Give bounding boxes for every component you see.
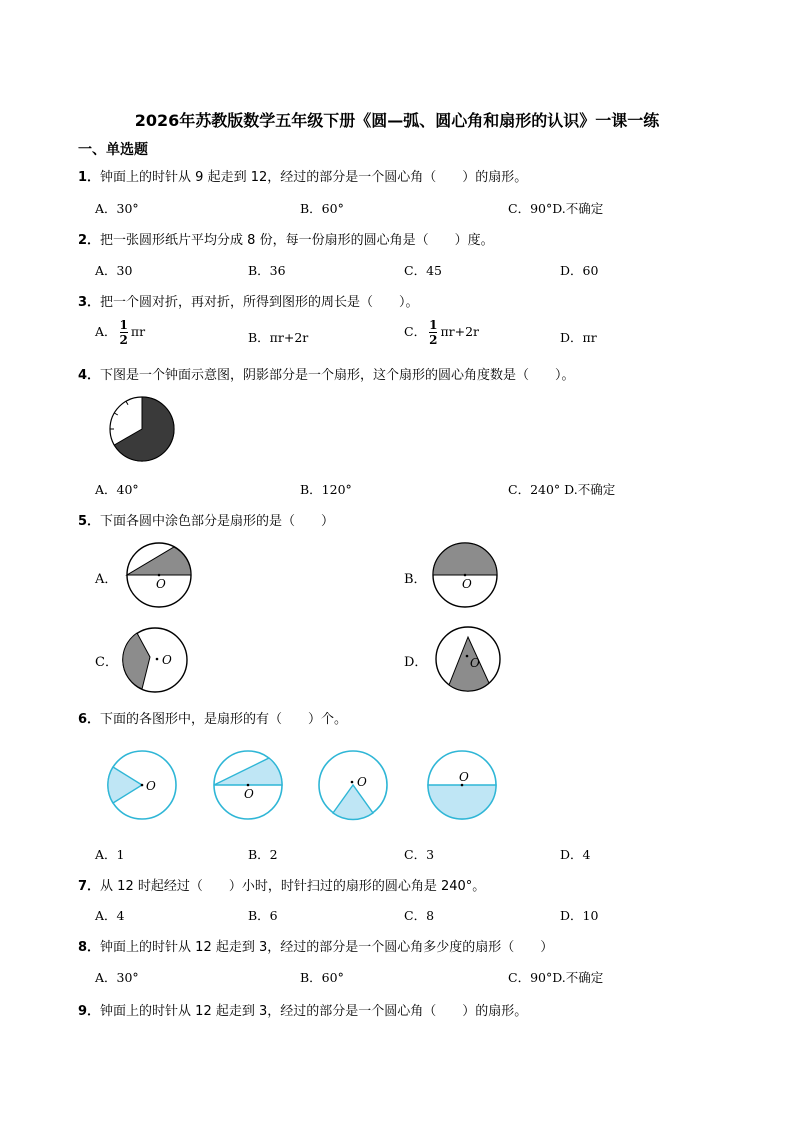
option-b[interactable]: B．πr+2r	[248, 330, 309, 345]
option-c[interactable]: C．8	[404, 908, 435, 923]
option-c[interactable]	[404, 319, 479, 346]
question-4	[78, 364, 575, 383]
center-label: O	[156, 577, 166, 591]
option-a[interactable]: A．1	[95, 847, 125, 862]
option-b[interactable]: B．6	[248, 908, 278, 923]
question-text: 把一个圆对折，再对折，所得到图形的周长是（ ）。	[100, 295, 419, 310]
option-d[interactable]: D．	[404, 655, 428, 670]
option-b[interactable]: B．	[404, 572, 427, 587]
fraction-denominator: 2	[429, 333, 438, 347]
center-label: O	[470, 656, 480, 670]
option-c[interactable]: C．3	[404, 847, 435, 862]
option-c[interactable]: C．90°D.不确定	[508, 201, 604, 216]
section-heading: 一、单选题	[78, 142, 148, 158]
blue-circle-figure-4	[425, 748, 499, 822]
question-text: 下面各圆中涂色部分是扇形的是（ ）	[100, 514, 335, 529]
fraction-denominator: 2	[119, 333, 128, 347]
option-c[interactable]: C．	[95, 655, 118, 670]
question-9	[78, 1000, 527, 1019]
question-number: 4．	[78, 368, 101, 383]
fraction	[429, 319, 437, 346]
option-prefix: A．	[95, 324, 117, 339]
center-label: O	[357, 775, 367, 789]
option-b[interactable]: B．60°	[300, 201, 344, 216]
option-c[interactable]: C．240° D.不确定	[508, 482, 616, 497]
circle-figure-d	[433, 623, 503, 695]
option-d[interactable]: D．πr	[560, 330, 597, 345]
question-8	[78, 936, 553, 955]
question-number: 5．	[78, 514, 101, 529]
option-d[interactable]: D．10	[560, 908, 599, 923]
center-label: O	[244, 787, 254, 801]
center-label: O	[462, 577, 472, 591]
fraction-numerator: 1	[119, 318, 128, 332]
question-text: 下面的各图形中，是扇形的有（ ）个。	[100, 712, 348, 727]
question-1	[78, 166, 527, 185]
fraction-numerator: 1	[429, 318, 438, 332]
option-a[interactable]: A．4	[95, 908, 125, 923]
option-b[interactable]: B．2	[248, 847, 278, 862]
question-text: 钟面上的时针从 12 起走到 3，经过的部分是一个圆心角（ ）的扇形。	[100, 1004, 528, 1019]
question-7	[78, 875, 485, 894]
question-5	[78, 510, 334, 529]
option-a[interactable]: A．40°	[95, 482, 139, 497]
option-d[interactable]: D．4	[560, 847, 591, 862]
option-c[interactable]: C．45	[404, 263, 442, 278]
option-a[interactable]: A．30°	[95, 970, 139, 985]
center-label: O	[459, 770, 469, 784]
option-prefix: C．	[404, 324, 427, 339]
option-a[interactable]	[95, 319, 145, 346]
question-number: 2．	[78, 233, 101, 248]
option-suffix: πr	[130, 324, 146, 339]
question-3	[78, 291, 419, 310]
option-b[interactable]: B．120°	[300, 482, 352, 497]
option-suffix: πr+2r	[440, 324, 480, 339]
blue-circle-figure-3	[316, 748, 390, 822]
option-b[interactable]: B．36	[248, 263, 286, 278]
question-text: 钟面上的时针从 9 起走到 12，经过的部分是一个圆心角（ ）的扇形。	[100, 170, 528, 185]
question-text: 下图是一个钟面示意图，阴影部分是一个扇形，这个扇形的圆心角度数是（ ）。	[100, 368, 575, 383]
blue-circle-figure-1	[105, 748, 179, 822]
option-a[interactable]: A．	[95, 572, 118, 587]
question-number: 7．	[78, 879, 101, 894]
question-text: 从 12 时起经过（ ）小时，时针扫过的扇形的圆心角是 240°。	[100, 879, 486, 894]
question-number: 6．	[78, 712, 101, 727]
option-c[interactable]: C．90°D.不确定	[508, 970, 604, 985]
question-6	[78, 708, 347, 727]
option-a[interactable]: A．30	[95, 263, 133, 278]
question-number: 9．	[78, 1004, 101, 1019]
question-number: 8．	[78, 940, 101, 955]
question-2	[78, 229, 494, 248]
question-number: 1．	[78, 170, 101, 185]
circle-figure-a	[124, 540, 194, 610]
option-d[interactable]: D．60	[560, 263, 599, 278]
question-text: 把一张圆形纸片平均分成 8 份，每一份扇形的圆心角是（ ）度。	[100, 233, 494, 248]
center-label: O	[162, 653, 172, 667]
option-a[interactable]: A．30°	[95, 201, 139, 216]
circle-figure-c	[118, 625, 190, 695]
option-b[interactable]: B．60°	[300, 970, 344, 985]
center-label: O	[146, 779, 156, 793]
clock-figure	[106, 393, 178, 465]
blue-circle-figure-2	[211, 748, 285, 822]
question-number: 3．	[78, 295, 101, 310]
page-title: 2026年苏教版数学五年级下册《圆—弧、圆心角和扇形的认识》一课一练	[134, 111, 660, 130]
circle-figure-b	[430, 540, 500, 610]
fraction	[120, 319, 128, 346]
question-text: 钟面上的时针从 12 起走到 3，经过的部分是一个圆心角多少度的扇形（ ）	[100, 940, 554, 955]
